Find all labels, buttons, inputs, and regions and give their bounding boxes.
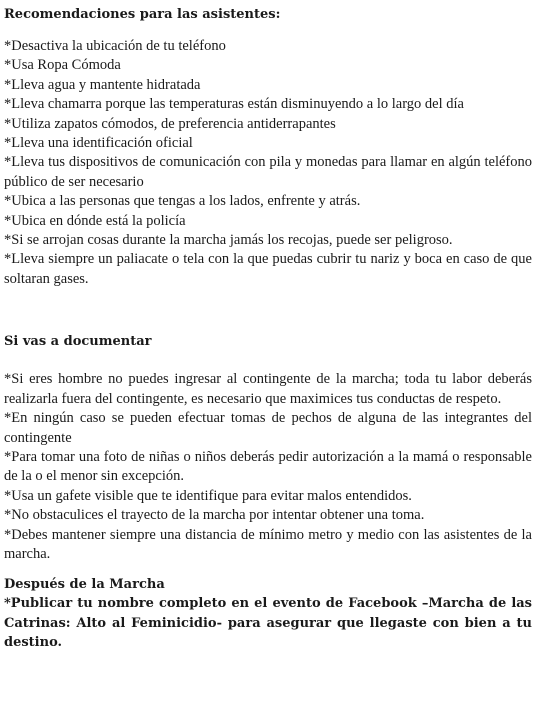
list-item: *Debes mantener siempre una distancia de mínimo metro y medio con las asistentes de la marcha. xyxy=(4,526,532,562)
list-item: *Usa Ropa Cómoda xyxy=(4,57,121,74)
list-item: *En ningún caso se pueden efectuar tomas de pechos de alguna de las integrantes del contingente xyxy=(4,410,532,446)
recommendations-list xyxy=(4,37,532,289)
list-item: *Si se arrojan cosas durante la marcha jamás los recojas, puede ser peligroso. xyxy=(4,232,453,249)
list-item: *Publicar tu nombre completo en el evento de Facebook –Marcha de las Catrinas: Alto al Feminicidio- para asegurar que llegaste con bien a tu destino. xyxy=(4,596,532,651)
list-item: *Usa un gafete visible que te identifique para evitar malos entendidos. xyxy=(4,487,412,504)
list-item: *Lleva agua y mantente hidratada xyxy=(4,76,201,93)
list-item: *Lleva chamarra porque las temperaturas están disminuyendo a lo largo del día xyxy=(4,96,464,113)
list-item: *No obstaculices el trayecto de la marcha por intentar obtener una toma. xyxy=(4,507,425,524)
list-item: *Desactiva la ubicación de tu teléfono xyxy=(4,38,226,54)
list-item: *Lleva tus dispositivos de comunicación con pila y monedas para llamar en algún teléfono público de ser necesario xyxy=(4,154,532,190)
list-item: *Si eres hombre no puedes ingresar al contingente de la marcha; toda tu labor deberás realizarla fuera del contingente, es necesario que maximices tus conductas de respeto. xyxy=(4,371,532,407)
after-march-list xyxy=(4,594,532,652)
recommendations-heading: Recomendaciones para las asistentes: xyxy=(4,7,281,22)
documenting-heading: Si vas a documentar xyxy=(4,334,152,350)
list-item: *Ubica a las personas que tengas a los lados, enfrente y atrás. xyxy=(4,193,361,210)
list-item: *Lleva una identificación oficial xyxy=(4,135,193,152)
list-item: *Utiliza zapatos cómodos, de preferencia antiderrapantes xyxy=(4,115,336,132)
documenting-list xyxy=(4,370,532,564)
list-item: *Para tomar una foto de niñas o niños deberás pedir autorización a la mamá o responsable de la o el menor sin excepción. xyxy=(4,448,532,485)
after-march-heading: Después de la Marcha xyxy=(4,577,165,593)
list-item: *Ubica en dónde está la policía xyxy=(4,212,186,229)
list-item: *Lleva siempre un paliacate o tela con la que puedas cubrir tu nariz y boca en caso de que soltaran gases. xyxy=(4,251,532,287)
